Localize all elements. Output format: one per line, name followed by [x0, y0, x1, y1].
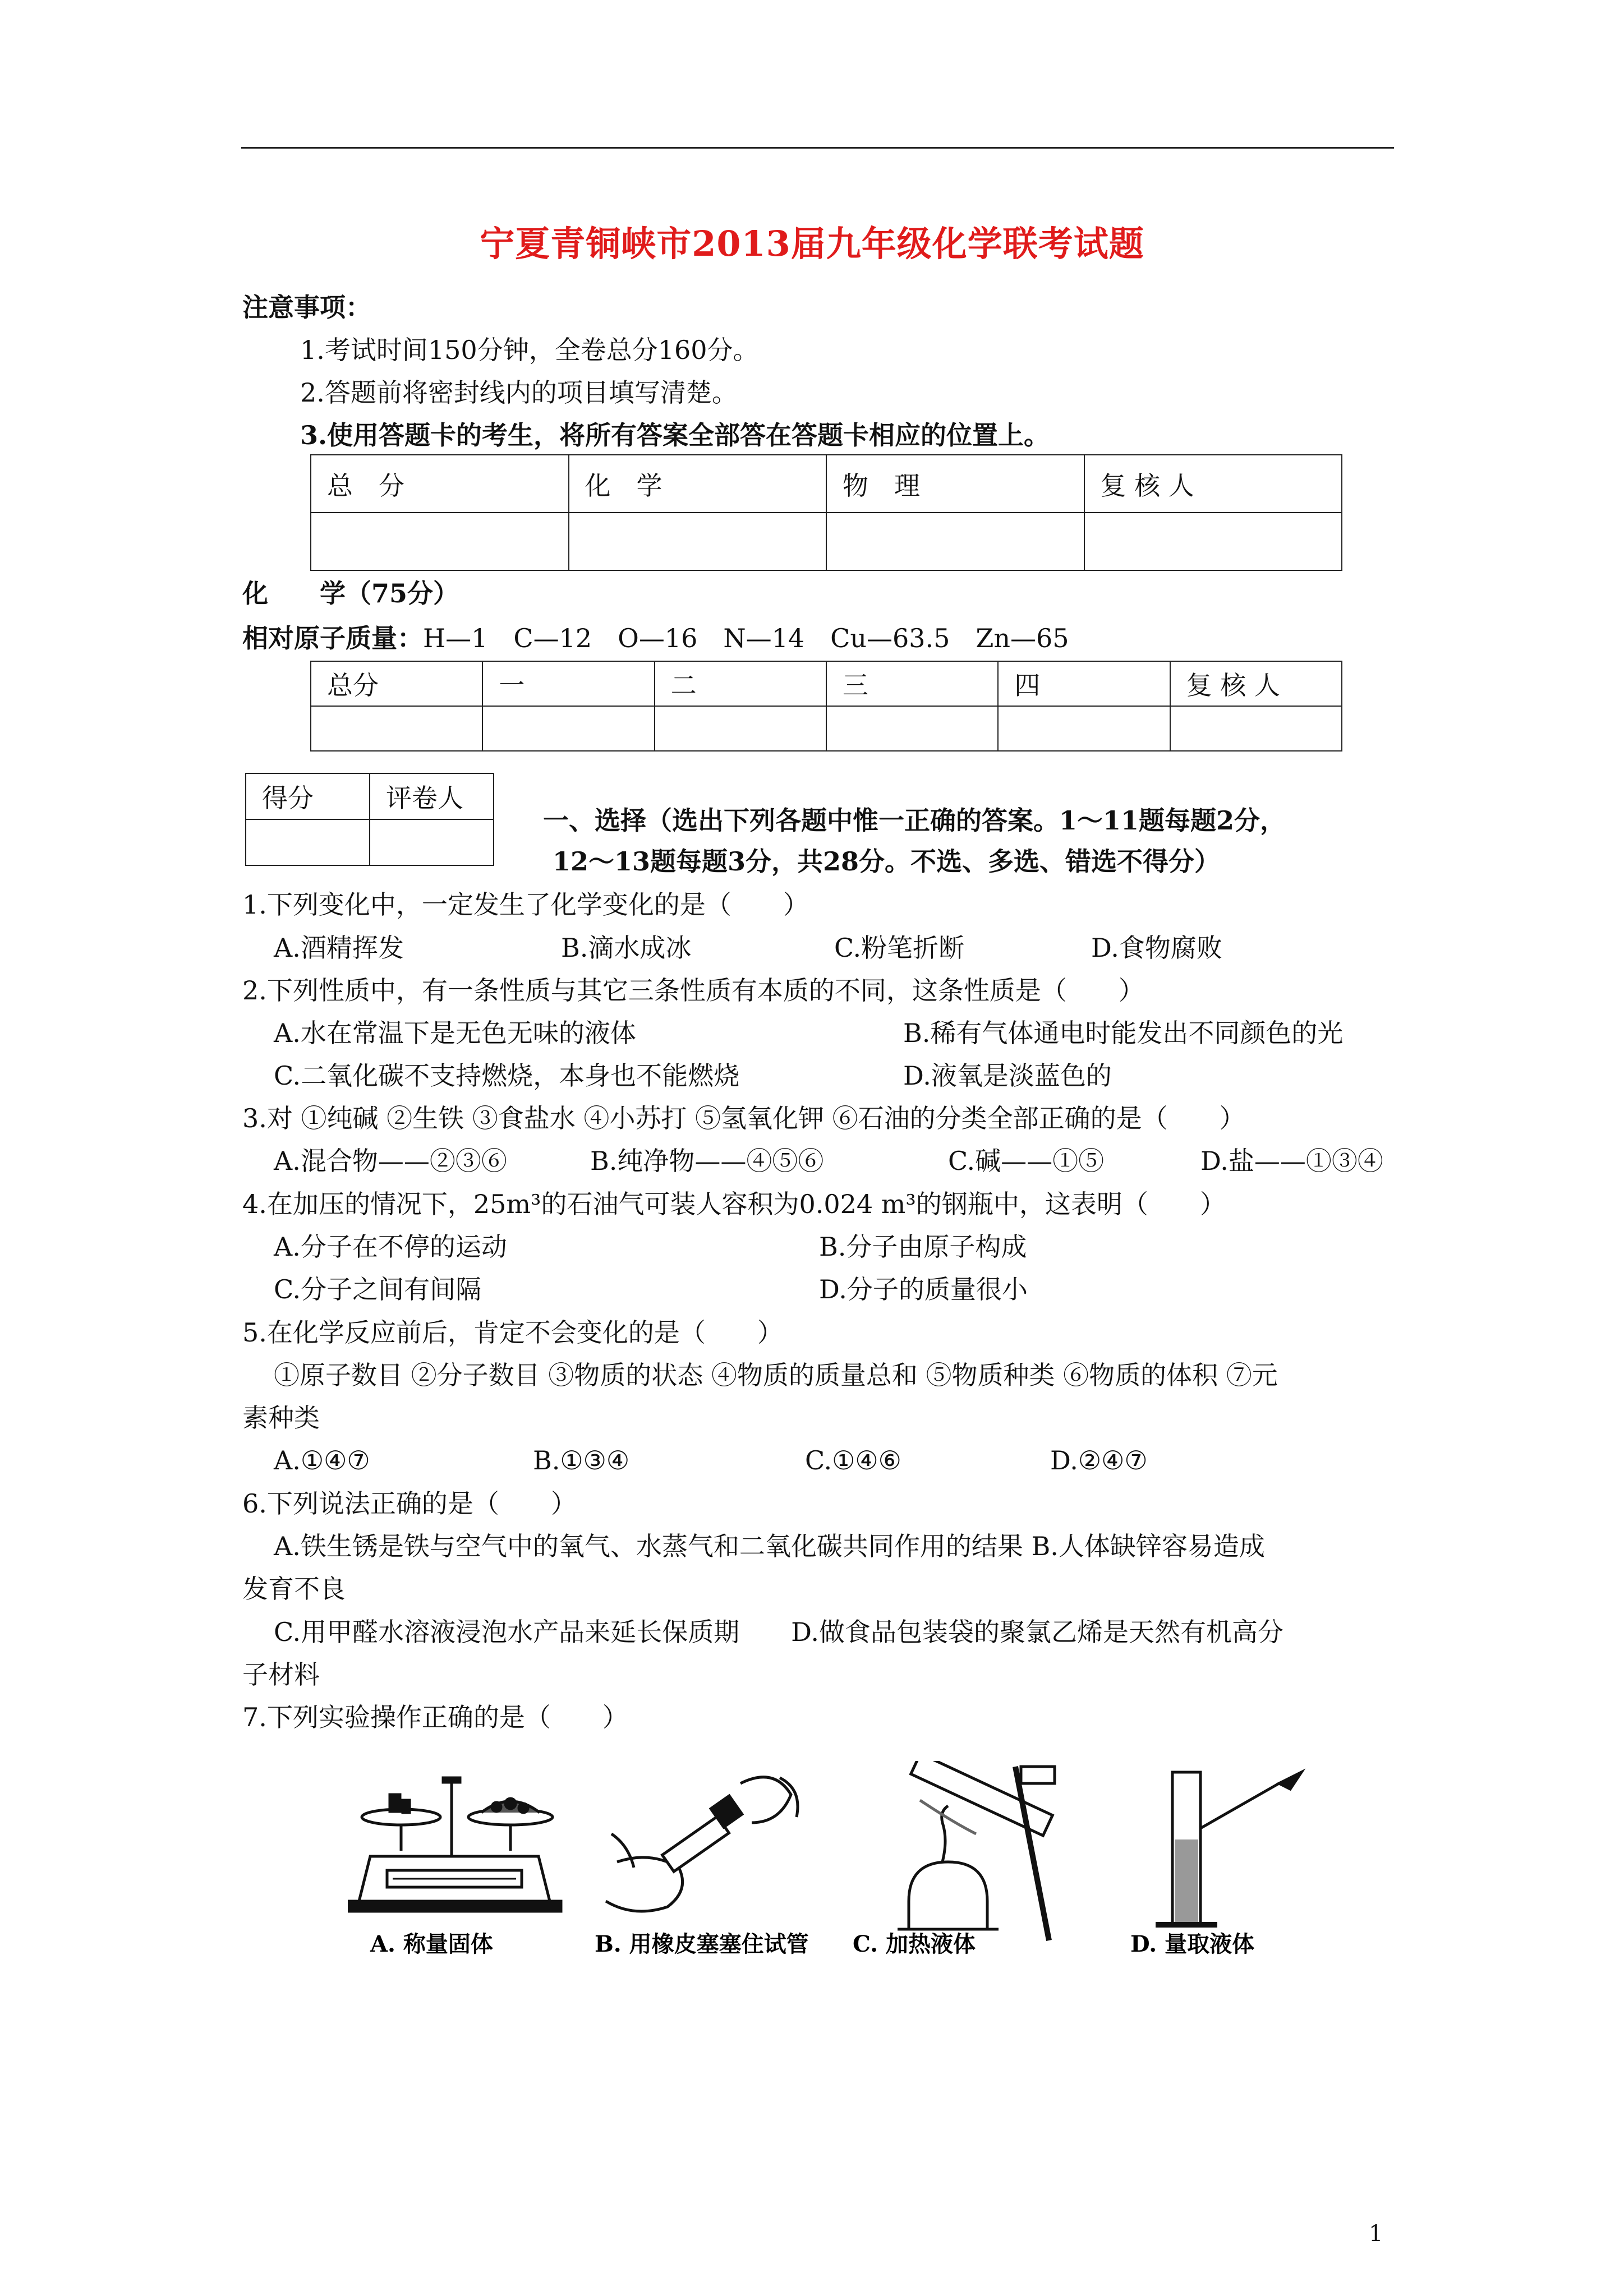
- question-stem: 3.对 ①纯碱 ②生铁 ③食盐水 ④小苏打 ⑤氢氧化钾 ⑥石油的分类全部正确的是（ ）: [242, 1103, 1245, 1133]
- figure-caption: C. 加热液体: [853, 1931, 976, 1957]
- question-option: A.水在常温下是无色无味的液体: [274, 1018, 636, 1048]
- atomic-mass-line: 相对原子质量：H—1 C—12 O—16 N—14 Cu—63.5 Zn—65: [242, 623, 1069, 653]
- table-header-cell: 复 核 人: [1170, 661, 1342, 706]
- question-option: B.纯净物——④⑤⑥: [590, 1146, 824, 1176]
- score-input-cell[interactable]: [998, 706, 1170, 751]
- question-option: D.盐——①③④: [1200, 1146, 1383, 1176]
- question-text: A.铁生锈是铁与空气中的氧气、水蒸气和二氧化碳共同作用的结果 B.人体缺锌容易造成: [274, 1531, 1265, 1561]
- atomic-mass-values: H—1 C—12 O—16 N—14 Cu—63.5 Zn—65: [423, 623, 1069, 653]
- table-header-cell: 总分: [311, 661, 482, 706]
- score-table-overall: [310, 454, 1342, 571]
- question-option: D.食物腐败: [1091, 933, 1222, 963]
- stopper-tube-illustration: [606, 1777, 798, 1911]
- question-option: C.①④⑥: [805, 1445, 901, 1476]
- score-table-chemistry: [310, 661, 1342, 751]
- chem-section-heading: 化 学（75分）: [242, 578, 459, 608]
- question-option: B.分子由原子构成: [819, 1232, 1027, 1262]
- section1-instructions: 一、选择（选出下列各题中惟一正确的答案。1～11题每题2分，: [543, 805, 1286, 836]
- figure-caption: D. 量取液体: [1130, 1931, 1255, 1957]
- question-option: C.二氧化碳不支持燃烧，本身也不能燃烧: [274, 1061, 740, 1091]
- table-header-cell: 评卷人: [370, 773, 494, 819]
- question-stem: 2.下列性质中，有一条性质与其它三条性质有本质的不同，这条性质是（ ）: [242, 975, 1144, 1006]
- question-option: D.分子的质量很小: [819, 1274, 1028, 1304]
- table-header-cell: 一: [482, 661, 654, 706]
- question-text: 发育不良: [242, 1574, 346, 1604]
- score-input-cell[interactable]: [370, 819, 494, 865]
- lab-operations-figure: [348, 1761, 1335, 1968]
- table-header-cell: 复 核 人: [1084, 455, 1342, 513]
- question-option: D.液氧是淡蓝色的: [903, 1061, 1112, 1091]
- score-input-cell[interactable]: [1170, 706, 1342, 751]
- score-input-cell[interactable]: [826, 513, 1084, 570]
- question-text: 素种类: [242, 1403, 320, 1433]
- question-stem: 5.在化学反应前后，肯定不会变化的是（ ）: [242, 1317, 783, 1348]
- question-option: A.分子在不停的运动: [274, 1232, 507, 1262]
- table-header-cell: 物 理: [826, 455, 1084, 513]
- score-input-cell[interactable]: [246, 819, 370, 865]
- header-rule: [241, 147, 1394, 149]
- notes-heading: 注意事项：: [242, 292, 371, 322]
- question-option: B.①③④: [533, 1445, 630, 1476]
- score-input-cell[interactable]: [311, 706, 482, 751]
- table-header-cell: 四: [998, 661, 1170, 706]
- question-text: 子材料: [242, 1659, 320, 1690]
- question-stem: 7.下列实验操作正确的是（ ）: [242, 1702, 628, 1732]
- question-text: ①原子数目 ②分子数目 ③物质的状态 ④物质的质量总和 ⑤物质种类 ⑥物质的体积 ⑦元: [274, 1360, 1278, 1390]
- question-stem: 6.下列说法正确的是（ ）: [242, 1488, 577, 1519]
- question-option: C.碱——①⑤: [948, 1146, 1105, 1176]
- score-input-cell[interactable]: [482, 706, 654, 751]
- question-stem: 4.在加压的情况下，25m³的石油气可装人容积为0.024 m³的钢瓶中，这表明（ ）: [242, 1189, 1226, 1219]
- measuring-cylinder-illustration: [1156, 1772, 1301, 1925]
- figure-caption: B. 用橡皮塞塞住试管: [595, 1931, 809, 1957]
- notes-item: 2.答题前将密封线内的项目填写清楚。: [300, 377, 738, 408]
- question-option: A.酒精挥发: [274, 933, 404, 963]
- page-number: 1: [1369, 2221, 1383, 2247]
- score-input-cell[interactable]: [655, 706, 826, 751]
- question-stem: 1.下列变化中，一定发生了化学变化的是（ ）: [242, 889, 809, 920]
- question-text: C.用甲醛水溶液浸泡水产品来延长保质期 D.做食品包装袋的聚氯乙烯是天然有机高分: [274, 1617, 1284, 1647]
- score-input-cell[interactable]: [569, 513, 827, 570]
- figure-caption: A. 称量固体: [370, 1931, 493, 1957]
- table-header-cell: 二: [655, 661, 826, 706]
- notes-item: 1.考试时间150分钟，全卷总分160分。: [300, 335, 759, 365]
- heating-liquid-illustration: [898, 1761, 1055, 1940]
- table-header-cell: 总 分: [311, 455, 569, 513]
- score-input-cell[interactable]: [1084, 513, 1342, 570]
- notes-item: 3.使用答题卡的考生，将所有答案全部答在答题卡相应的位置上。: [300, 420, 1050, 450]
- score-input-cell[interactable]: [311, 513, 569, 570]
- question-option: B.滴水成冰: [561, 933, 692, 963]
- question-option: C.分子之间有间隔: [274, 1274, 482, 1304]
- table-header-cell: 三: [826, 661, 998, 706]
- page-title: 宁夏青铜峡市2013届九年级化学联考试题: [480, 223, 1144, 264]
- table-header-cell: 得分: [246, 773, 370, 819]
- question-option: C.粉笔折断: [834, 933, 965, 963]
- balance-illustration: [348, 1778, 561, 1911]
- question-option: B.稀有气体通电时能发出不同颜色的光: [903, 1018, 1344, 1048]
- question-option: A.①④⑦: [274, 1445, 370, 1476]
- score-input-cell[interactable]: [826, 706, 998, 751]
- table-header-cell: 化 学: [569, 455, 827, 513]
- question-option: A.混合物——②③⑥: [274, 1146, 507, 1176]
- question-option: D.②④⑦: [1050, 1445, 1148, 1476]
- section1-instructions: 12～13题每题3分，共28分。不选、多选、错选不得分）: [553, 846, 1221, 877]
- grader-box: [245, 773, 494, 866]
